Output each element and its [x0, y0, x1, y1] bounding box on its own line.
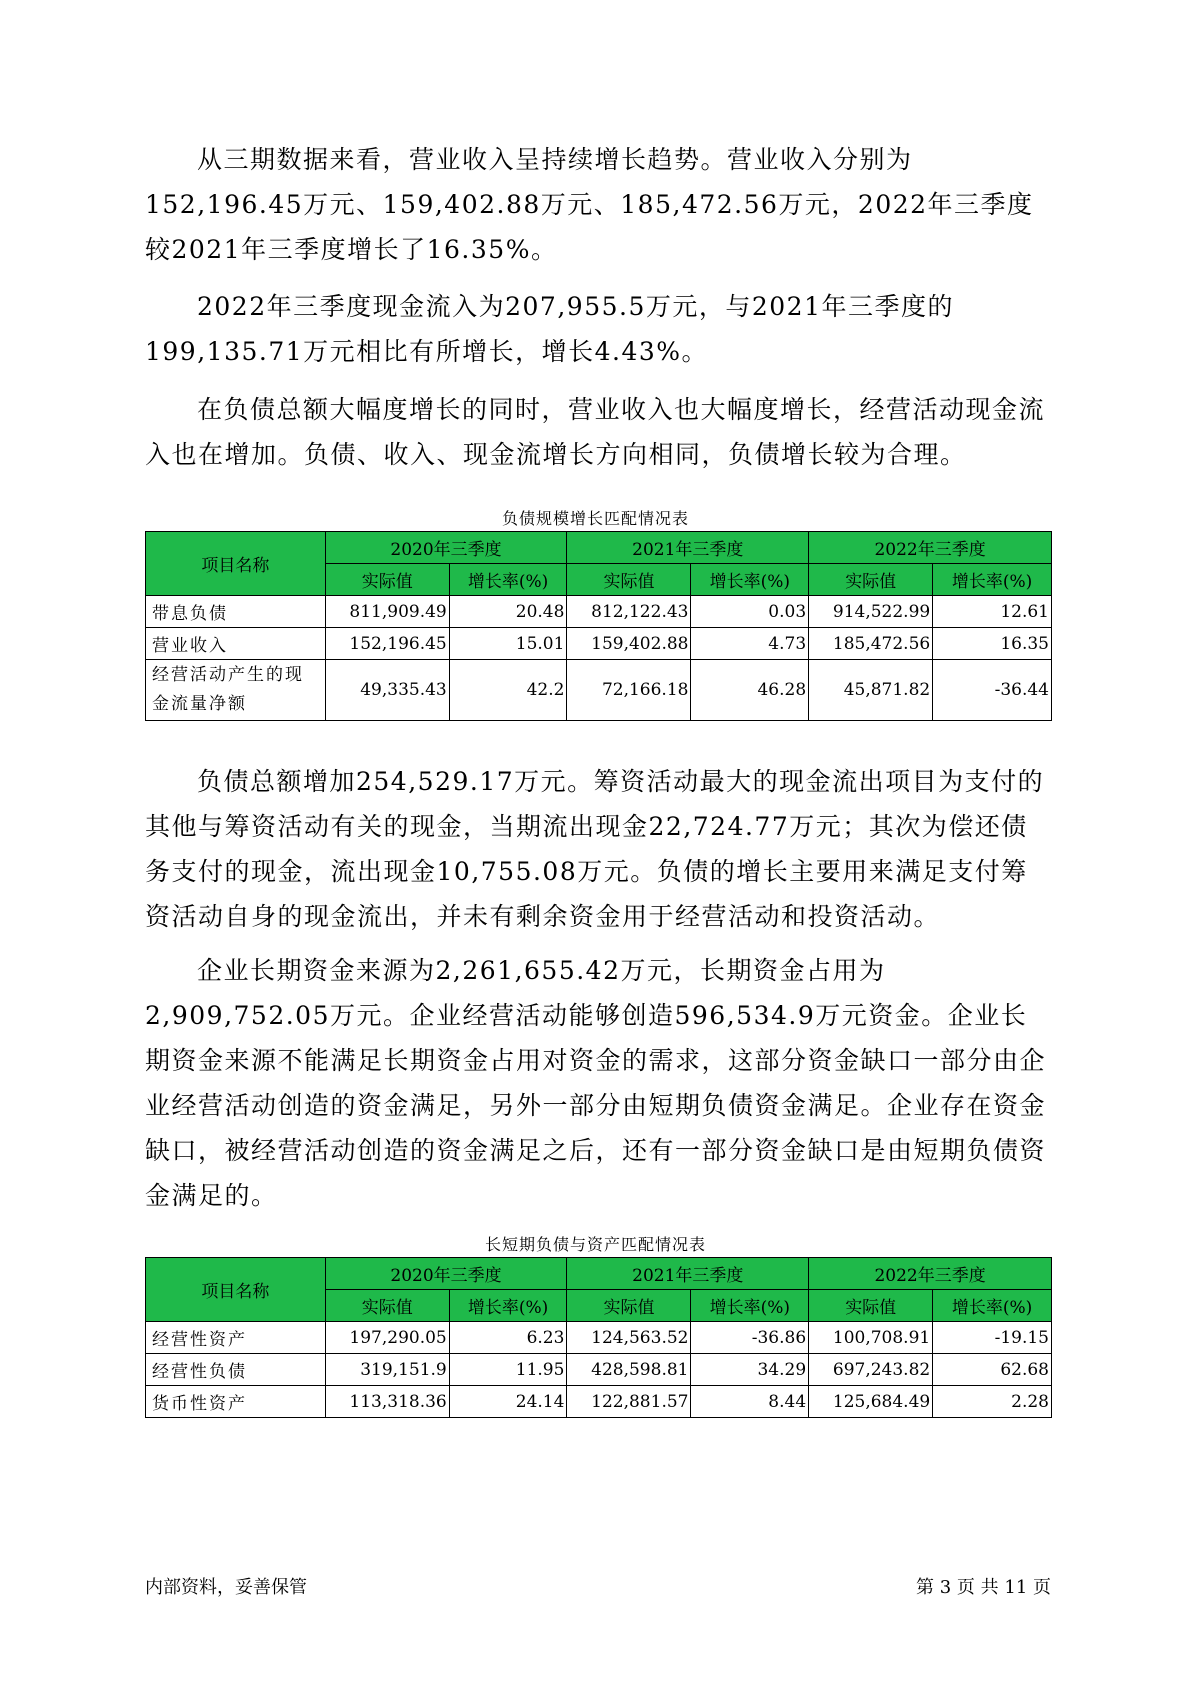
table-row: [146, 660, 1052, 721]
cell-value: 20.48: [449, 596, 567, 628]
table1-caption: 负债规模增长匹配情况表: [501, 509, 689, 528]
actual-value-header: 实际值: [567, 564, 691, 596]
cell-value: 113,318.36: [325, 1386, 449, 1418]
cell-value: 4.73: [691, 628, 809, 660]
paragraph-cash-inflow: 2022年三季度现金流入为207,955.5万元，与2021年三季度的199,135.71万元相比有所增长，增长4.43%。: [145, 292, 954, 366]
footer-page-number: 第 3 页 共 11 页: [916, 1577, 1051, 1598]
cell-value: 152,196.45: [325, 628, 449, 660]
cell-value: 185,472.56: [809, 628, 933, 660]
row-label: 带息负债: [146, 596, 326, 628]
cell-value: 125,684.49: [809, 1386, 933, 1418]
cell-value: 45,871.82: [809, 660, 933, 721]
cell-value: -19.15: [933, 1322, 1052, 1354]
cell-value: -36.44: [933, 660, 1052, 721]
cell-value: 62.68: [933, 1354, 1052, 1386]
row-label: 货币性资产: [146, 1386, 326, 1418]
cell-value: 15.01: [449, 628, 567, 660]
growth-rate-header: 增长率(%): [933, 1290, 1052, 1322]
growth-rate-header: 增长率(%): [691, 1290, 809, 1322]
cell-value: 34.29: [691, 1354, 809, 1386]
actual-value-header: 实际值: [567, 1290, 691, 1322]
row-label: 经营活动产生的现金流量净额: [146, 660, 326, 721]
cell-value: 122,881.57: [567, 1386, 691, 1418]
actual-value-header: 实际值: [809, 564, 933, 596]
paragraph-debt-reasonable: 在负债总额大幅度增长的同时，营业收入也大幅度增长，经营活动现金流入也在增加。负债、收入、现金流增长方向相同，负债增长较为合理。: [145, 395, 1046, 469]
table-row: [146, 628, 1052, 660]
table-row: [146, 596, 1052, 628]
cell-value: 8.44: [691, 1386, 809, 1418]
growth-rate-header: 增长率(%): [933, 564, 1052, 596]
growth-rate-header: 增长率(%): [691, 564, 809, 596]
actual-value-header: 实际值: [325, 1290, 449, 1322]
row-label: 营业收入: [146, 628, 326, 660]
cell-value: 2.28: [933, 1386, 1052, 1418]
cell-value: 159,402.88: [567, 628, 691, 660]
period-header: 2022年三季度: [809, 1258, 1052, 1290]
actual-value-header: 实际值: [809, 1290, 933, 1322]
actual-value-header: 实际值: [325, 564, 449, 596]
cell-value: 100,708.91: [809, 1322, 933, 1354]
cell-value: 812,122.43: [567, 596, 691, 628]
cell-value: 319,151.9: [325, 1354, 449, 1386]
paragraph-long-term-funds: 企业长期资金来源为2,261,655.42万元，长期资金占用为2,909,752.05万元。企业经营活动能够创造596,534.9万元资金。企业长期资金来源不能满足长期资金占用对资金的需求，这部分资金缺口一部分由企业经营活动创造的资金满足，另外一部分由短期负债资金满足。企业存在资金缺口，被经营活动创造的资金满足之后，还有一部分资金缺口是由短期负债资金满足的。: [145, 956, 1047, 1210]
table-row: [146, 1386, 1052, 1418]
cell-value: -36.86: [691, 1322, 809, 1354]
cell-value: 811,909.49: [325, 596, 449, 628]
debt-growth-match-table: [145, 531, 1052, 721]
footer-confidential-note: 内部资料，妥善保管: [145, 1577, 307, 1598]
item-name-header: 项目名称: [146, 1258, 326, 1322]
cell-value: 12.61: [933, 596, 1052, 628]
cell-value: 16.35: [933, 628, 1052, 660]
growth-rate-header: 增长率(%): [449, 564, 567, 596]
cell-value: 24.14: [449, 1386, 567, 1418]
growth-rate-header: 增长率(%): [449, 1290, 567, 1322]
period-header: 2020年三季度: [325, 1258, 567, 1290]
period-header: 2021年三季度: [567, 532, 809, 564]
cell-value: 6.23: [449, 1322, 567, 1354]
period-header: 2022年三季度: [809, 532, 1052, 564]
cell-value: 914,522.99: [809, 596, 933, 628]
item-name-header: 项目名称: [146, 532, 326, 596]
row-label: 经营性负债: [146, 1354, 326, 1386]
cell-value: 11.95: [449, 1354, 567, 1386]
cell-value: 42.2: [449, 660, 567, 721]
cell-value: 49,335.43: [325, 660, 449, 721]
table-row: [146, 1354, 1052, 1386]
period-header: 2020年三季度: [325, 532, 567, 564]
cell-value: 197,290.05: [325, 1322, 449, 1354]
long-short-debt-asset-match-table: [145, 1257, 1052, 1418]
paragraph-revenue-trend: 从三期数据来看，营业收入呈持续增长趋势。营业收入分别为152,196.45万元、159,402.88万元、185,472.56万元，2022年三季度较2021年三季度增长了16.35%。: [145, 145, 1034, 264]
cell-value: 72,166.18: [567, 660, 691, 721]
cell-value: 697,243.82: [809, 1354, 933, 1386]
row-label: 经营性资产: [146, 1322, 326, 1354]
cell-value: 428,598.81: [567, 1354, 691, 1386]
paragraph-debt-increase: 负债总额增加254,529.17万元。筹资活动最大的现金流出项目为支付的其他与筹资活动有关的现金，当期流出现金22,724.77万元；其次为偿还债务支付的现金，流出现金10,755.08万元。负债的增长主要用来满足支付筹资活动自身的现金流出，并未有剩余资金用于经营活动和投资活动。: [145, 767, 1045, 931]
cell-value: 0.03: [691, 596, 809, 628]
cell-value: 46.28: [691, 660, 809, 721]
period-header: 2021年三季度: [567, 1258, 809, 1290]
table2-caption: 长短期负债与资产匹配情况表: [484, 1235, 706, 1254]
cell-value: 124,563.52: [567, 1322, 691, 1354]
table-row: [146, 1322, 1052, 1354]
